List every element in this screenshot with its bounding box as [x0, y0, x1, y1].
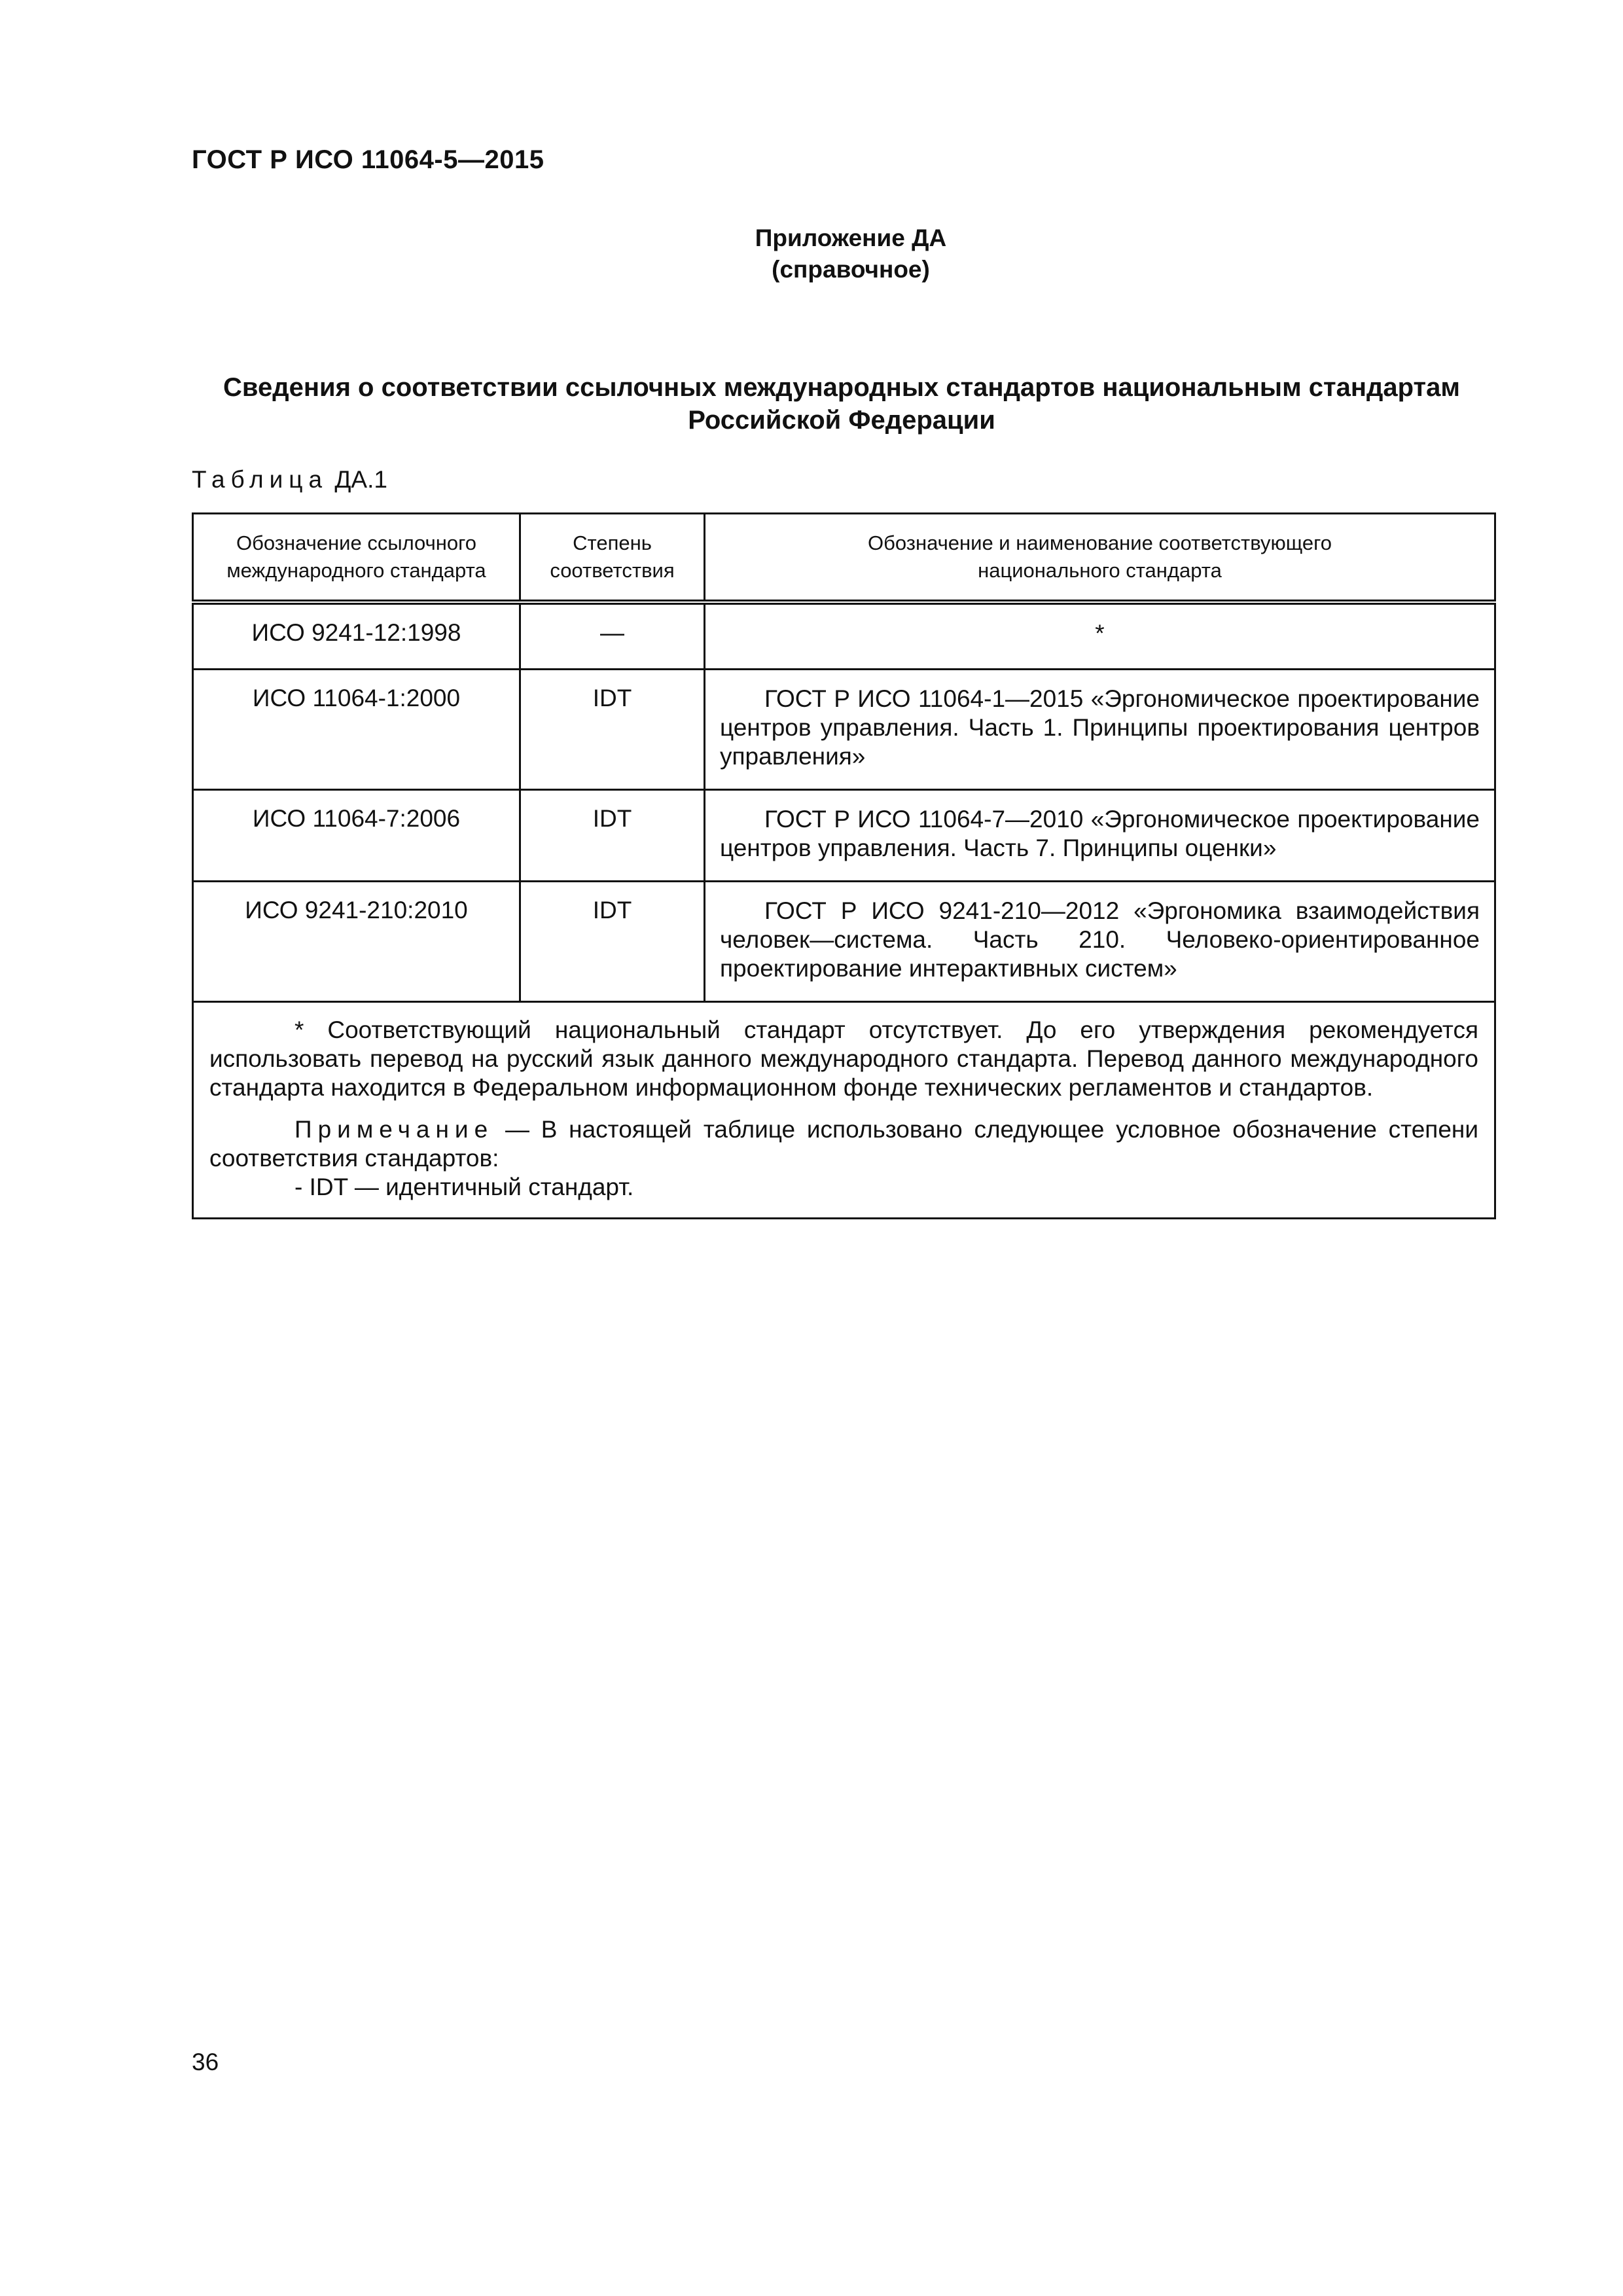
table-caption-word: Таблица — [192, 466, 329, 493]
correspondence-table — [192, 512, 1496, 1219]
header-national-line1: Обозначение и наименование соответствующего — [867, 531, 1332, 554]
appendix-heading — [654, 223, 1047, 285]
cell-national-standard: * — [705, 602, 1495, 669]
section-title — [192, 371, 1491, 437]
table-row — [193, 789, 1495, 881]
table-notes-cell — [193, 1001, 1495, 1218]
table-row — [193, 602, 1495, 669]
section-title-line2: Российской Федерации — [688, 406, 995, 435]
table-note — [209, 1115, 1478, 1173]
header-degree-line2: соответствия — [550, 559, 675, 582]
cell-national-standard: ГОСТ Р ИСО 11064-7—2010 «Эргономическое проектирование центров управления. Часть 7. Принципы оценки» — [705, 789, 1495, 881]
cell-intl-standard: ИСО 11064-7:2006 — [193, 789, 520, 881]
table-caption-number: ДА.1 — [334, 466, 387, 493]
header-intl-standard — [193, 514, 520, 603]
header-degree-line1: Степень — [573, 531, 652, 554]
document-code-header: ГОСТ Р ИСО 11064-5—2015 — [192, 145, 544, 174]
table-footnote: * Соответствующий национальный стандарт отсутствует. До его утверждения рекомендуется использовать перевод на русский язык данного международного стандарта. Перевод данного международного стандарта находится в Федеральном информационном фонде технических регламентов и стандартов. — [209, 1016, 1478, 1101]
cell-intl-standard: ИСО 11064-1:2000 — [193, 669, 520, 789]
page-number: 36 — [192, 2049, 219, 2075]
table-row — [193, 669, 1495, 789]
note-label: Примечание — [294, 1115, 494, 1143]
appendix-title: Приложение ДА — [755, 224, 947, 251]
header-national-standard — [705, 514, 1495, 603]
table-notes-row — [193, 1001, 1495, 1218]
cell-intl-standard: ИСО 9241-12:1998 — [193, 602, 520, 669]
header-intl-line2: международного стандарта — [226, 559, 486, 582]
note-list-item: - IDT — идентичный стандарт. — [294, 1173, 634, 1200]
header-national-line2: национального стандарта — [978, 559, 1222, 582]
cell-degree: IDT — [520, 669, 705, 789]
section-title-line1: Сведения о соответствии ссылочных международных стандартов национальным стандартам — [223, 373, 1460, 402]
cell-national-standard: ГОСТ Р ИСО 9241-210—2012 «Эргономика взаимодействия человек—система. Часть 210. Человеко-ориентированное проектирование интерактивных систем» — [705, 881, 1495, 1001]
table-header-row — [193, 514, 1495, 603]
header-intl-line1: Обозначение ссылочного — [236, 531, 476, 554]
table-row — [193, 881, 1495, 1001]
cell-degree: IDT — [520, 789, 705, 881]
note-text: — В настоящей таблице использовано следующее условное обозначение степени соответствия стандартов: — [209, 1115, 1478, 1172]
appendix-subtitle: (справочное) — [772, 256, 930, 283]
header-degree — [520, 514, 705, 603]
cell-degree: — — [520, 602, 705, 669]
cell-intl-standard: ИСО 9241-210:2010 — [193, 881, 520, 1001]
table-caption — [192, 466, 387, 493]
cell-national-standard: ГОСТ Р ИСО 11064-1—2015 «Эргономическое проектирование центров управления. Часть 1. Принципы проектирования центров управления» — [705, 669, 1495, 789]
cell-degree: IDT — [520, 881, 705, 1001]
